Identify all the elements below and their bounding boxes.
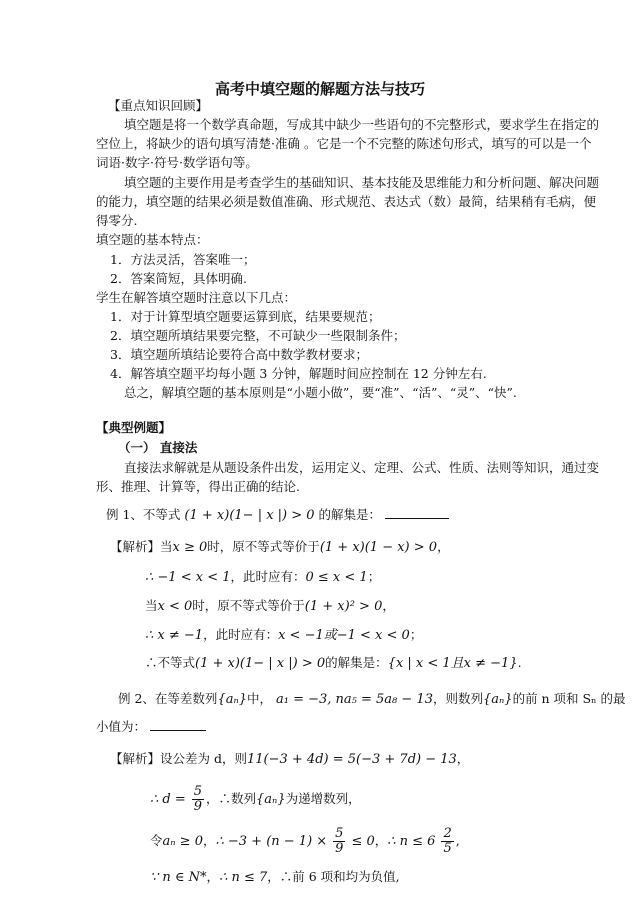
math-expression: {aₙ} [483, 692, 513, 707]
solution-text: ，∴数列 [206, 791, 257, 806]
solution-text: ，此时应有： [203, 627, 279, 642]
paragraph-line: 填空题是将一个数学真命题，写成其中缺少一些语句的不完整形式，要求学生在指定的 [124, 117, 600, 132]
method-heading: （一） 直接法 [118, 440, 198, 455]
solution-text: 时，原不等式等价于 [207, 539, 320, 554]
example-1-question [106, 506, 449, 525]
solution-text: ， [202, 833, 216, 848]
paragraph-line: 得零分. [96, 213, 138, 228]
solution-line [150, 784, 361, 815]
solution-label: 【解析】 [110, 751, 161, 766]
fraction-numerator: 5 [335, 826, 344, 841]
section-heading-examples: 【典型例题】 [96, 420, 172, 435]
paragraph-line: 的能力，填空题的结果必须是数值准确、形式规范、表达式（数）最简，结果稍有毛病，便 [96, 194, 597, 209]
math-expression: {aₙ} [256, 792, 286, 807]
solution-text: 当 [160, 539, 173, 554]
math-expression: a₁ = −3, na₅ = 5a₈ − 13 [276, 692, 433, 707]
solution-text: ∴不等式 [145, 655, 196, 670]
fraction-numerator: 5 [193, 784, 203, 799]
math-expression: aₙ ≥ 0 [162, 834, 203, 849]
math-expression: 11(−3 + 4d) = 5(−3 + 7d) − 13 [247, 752, 457, 767]
math-expression: ∵ n ∈ N* [150, 870, 207, 885]
solution-text: ； [367, 569, 381, 584]
solution-text: ，∴前 6 项和均为负值, [267, 869, 400, 884]
list-item: 1．对于计算型填空题要运算到底，结果要规范； [110, 309, 381, 324]
math-expression: {x | x < 1且x ≠ −1} [387, 656, 518, 671]
fraction-denominator: 5 [443, 841, 452, 856]
fraction-denominator: 9 [335, 841, 344, 856]
math-expression: ∴ x ≠ −1 [145, 628, 204, 643]
solution-text: ， [437, 539, 450, 554]
math-expression: (1 + x)² > 0 [304, 599, 383, 614]
math-expression: (1 + x)(1 − x) > 0 [319, 540, 438, 555]
solution-line [145, 568, 380, 587]
question-text: 小值为： [96, 719, 147, 734]
section-heading-review: 【重点知识回顾】 [108, 98, 209, 113]
solution-line [150, 826, 460, 857]
math-expression: ∴ −1 < x < 1 [145, 570, 231, 585]
answer-blank [150, 718, 206, 731]
features-heading: 填空题的基本特点： [96, 232, 209, 247]
solution-text: ，此时应有： [230, 569, 306, 584]
fraction-denominator: 9 [193, 799, 203, 814]
math-expression: {aₙ} [217, 692, 247, 707]
solution-text: ， [382, 598, 395, 613]
answer-blank [385, 506, 449, 519]
math-expression: ∴ −3 + (n − 1) × [215, 834, 328, 849]
solution-text: ， [374, 833, 388, 848]
math-expression: x < 0 [157, 599, 193, 614]
fraction-numerator: 2 [443, 826, 452, 841]
solution-text: 当 [145, 598, 158, 613]
solution-text: 时，原不等式等价于 [192, 598, 305, 613]
page-title: 高考中填空题的解题方法与技巧 [214, 80, 425, 98]
solution-text: 设公差为 d，则 [160, 751, 247, 766]
math-expression: ∴ n ≤ 7 [219, 870, 268, 885]
list-item: 2．填空题所填结果要完整，不可缺少一些限制条件； [110, 328, 406, 343]
example-label: 例 1、不等式 [106, 507, 181, 522]
solution-line [145, 597, 395, 616]
solution-text: 的解集是： [325, 655, 388, 670]
math-expression: ∴ n ≤ 6 [387, 834, 436, 849]
fraction [333, 827, 345, 856]
solution-text: ； [409, 627, 423, 642]
question-text: ，则数列 [432, 691, 483, 706]
solution-label: 【解析】 [110, 539, 161, 554]
math-expression: x < −1或−1 < x < 0 [278, 628, 410, 643]
notes-heading: 学生在解答填空题时注意以下几点： [96, 290, 297, 305]
solution-text: ， [206, 869, 220, 884]
solution-line [145, 654, 522, 673]
question-text: 的前 n 项和 Sₙ 的最 [512, 691, 626, 706]
solution-text: 令 [150, 833, 163, 848]
math-expression: x ≥ 0 [172, 540, 208, 555]
paragraph-line: 词语·数字·符号·数学语句等。 [96, 155, 258, 170]
question-text: 的解集是： [318, 507, 382, 522]
solution-text: , [455, 833, 460, 848]
solution-text: ， [456, 751, 470, 766]
list-item: 1．方法灵活，答案唯一； [110, 252, 256, 267]
solution-line [150, 868, 400, 887]
math-expression: (1 + x)(1− | x |) > 0 [184, 508, 315, 523]
list-item: 3．填空题所填结论要符合高中数学教材要求； [110, 347, 368, 362]
solution-text: . [517, 655, 522, 670]
example-2-question-cont [96, 718, 206, 736]
solution-text: 为递增数列， [285, 791, 361, 806]
math-expression: 0 ≤ x < 1 [305, 570, 368, 585]
fraction [192, 785, 204, 814]
question-text: 中， [247, 691, 273, 706]
paragraph-line: 空位上，将缺少的语句填写清楚·准确 。它是一个不完整的陈述句形式，填写的可以是一个 [96, 136, 592, 151]
summary-line: 总之，解填空题的基本原则是“小题小做”，要“准”、“活”、“灵”、“快”. [124, 385, 517, 400]
paragraph-line: 形、推理、计算等，得出正确的结论. [96, 479, 300, 494]
solution-line [110, 538, 450, 557]
paragraph-line: 填空题的主要作用是考查学生的基础知识、基本技能及思维能力和分析问题、解决问题 [124, 175, 600, 190]
solution-line [110, 750, 469, 769]
paragraph-line: 直接法求解就是从题设条件出发，运用定义、定理、公式、性质、法则等知识，通过变 [124, 460, 600, 475]
list-item: 4．解答填空题平均每小题 3 分钟，解题时间应控制在 12 分钟左右. [110, 366, 487, 381]
solution-line [145, 626, 422, 645]
math-expression: ∴ d = [150, 792, 186, 807]
math-expression: ≤ 0 [351, 834, 375, 849]
math-expression: (1 + x)(1− | x |) > 0 [195, 656, 326, 671]
fraction [441, 827, 453, 856]
example-2-question [118, 690, 625, 709]
list-item: 2．答案简短，具体明确. [110, 271, 247, 286]
example-label: 例 2、在等差数列 [118, 691, 218, 706]
